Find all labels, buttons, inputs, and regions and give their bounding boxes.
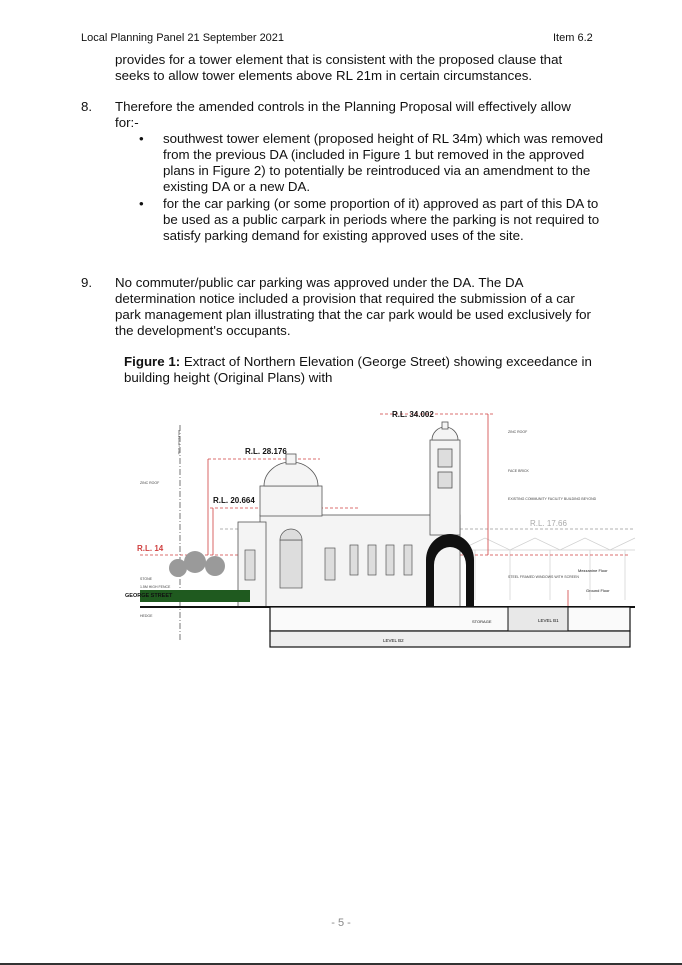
- header-item-number: Item 6.2: [553, 32, 593, 44]
- bullet-marker: •: [139, 196, 144, 211]
- mezzanine-label: Mezzanine Floor: [578, 568, 608, 573]
- rl-28-label: R.L. 28.176: [245, 447, 287, 456]
- hedge-label: HEDGE: [140, 614, 153, 618]
- figure-label: Figure 1:: [124, 354, 181, 369]
- item-9-text: No commuter/public car parking was approved under the DA. The DA determination notice included a provision that required the submission of a car park management plan illustrating that the car park would be used exclusively for the development's occupants.: [115, 275, 591, 338]
- bullet-marker: •: [139, 131, 144, 146]
- item-8-number: 8.: [81, 99, 93, 114]
- level-b1-label: LEVEL B1: [538, 618, 559, 623]
- face-brick-label: FACE BRICK: [508, 469, 529, 473]
- continuation-paragraph: provides for a tower element that is consistent with the proposed clause that seeks to allow tower elements above RL 21m in certain circumstances.: [115, 52, 563, 83]
- item-9-number: 9.: [81, 275, 93, 290]
- george-street-label: GEORGE STREET: [125, 593, 173, 599]
- storage-label: STORAGE: [472, 619, 492, 624]
- header-left: Local Planning Panel 21 September 2021: [81, 32, 285, 44]
- fence-label: 1.5M HIGH FENCE: [140, 585, 171, 589]
- item-8-bullet-1: southwest tower element (proposed height of RL 34m) which was removed from the previous DA (included in Figure 1 but removed in the approved plans in Figure 2) to potentially be reintroduced via an amendment to the existing DA or a new DA.: [163, 131, 603, 194]
- rl-34-label: R.L. 34.002: [392, 410, 434, 419]
- figure-caption: [124, 354, 604, 386]
- ground-floor-label: Ground Floor: [586, 588, 610, 593]
- rl-17-label: R.L. 17.66: [530, 519, 567, 528]
- existing-facility-label: EXISTING COMMUNITY FACILITY BUILDING BEYOND: [508, 497, 597, 501]
- zinc-roof-left-label: ZINC ROOF: [140, 481, 160, 485]
- zinc-roof-label: ZINC ROOF: [508, 430, 528, 434]
- rl-20-label: R.L. 20.664: [213, 496, 255, 505]
- stone-label: STONE: [140, 577, 152, 581]
- figure-caption-text: Extract of Northern Elevation (George Street) showing exceedance in building height (Original Plans) with: [124, 354, 592, 385]
- page-number: - 5 -: [331, 917, 351, 929]
- item-8-bullet-2: for the car parking (or some proportion of it) approved as part of this DA to be used as a public carpark in periods where the parking is not required to satisfy parking demand for existing approved uses of the site.: [163, 196, 600, 243]
- level-b2-label: LEVEL B2: [383, 638, 404, 643]
- elevation-drawing: [120, 400, 640, 652]
- steel-windows-label: STEEL FRAMED WINDOWS WITH SCREEN: [508, 575, 579, 579]
- rl-14-label: R.L. 14: [137, 544, 164, 553]
- item-8-text: Therefore the amended controls in the Planning Proposal will effectively allow for:-: [115, 99, 571, 130]
- boundary-label: BOUNDARY LINE: [177, 430, 181, 455]
